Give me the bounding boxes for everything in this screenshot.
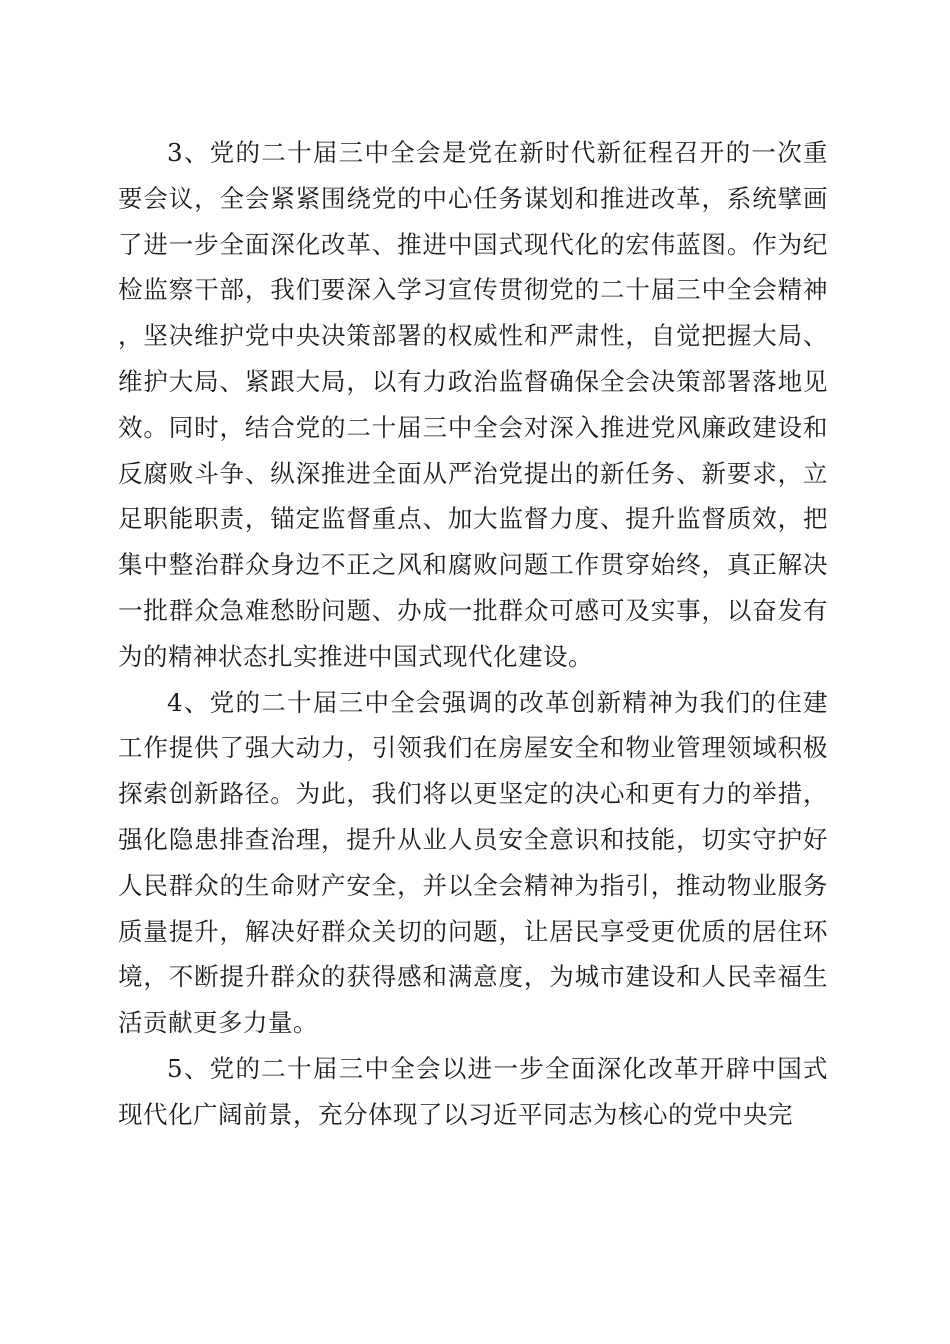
document-body xyxy=(118,130,828,1138)
paragraph-4: 4、党的二十届三中全会强调的改革创新精神为我们的住建工作提供了强大动力，引领我们在房屋安全和物业管理领域积极探索创新路径。为此，我们将以更坚定的决心和更有力的举措，强化隐患排查治理，提升从业人员安全意识和技能，切实守护好人民群众的生命财产安全，并以全会精神为指引，推动物业服务质量提升，解决好群众关切的问题，让居民享受更优质的居住环境，不断提升群众的获得感和满意度，为城市建设和人民幸福生活贡献更多力量。 xyxy=(118,687,828,1038)
paragraph-5: 5、党的二十届三中全会以进一步全面深化改革开辟中国式现代化广阔前景，充分体现了以习近平同志为核心的党中央完 xyxy=(118,1053,828,1129)
paragraph-3: 3、党的二十届三中全会是党在新时代新征程召开的一次重要会议，全会紧紧围绕党的中心任务谋划和推进改革，系统擘画了进一步全面深化改革、推进中国式现代化的宏伟蓝图。作为纪检监察干部，我们要深入学习宣传贯彻党的二十届三中全会精神，坚决维护党中央决策部署的权威性和严肃性，自觉把握大局、维护大局、紧跟大局，以有力政治监督确保全会决策部署落地见效。同时，结合党的二十届三中全会对深入推进党风廉政建设和反腐败斗争、纵深推进全面从严治党提出的新任务、新要求，立足职能职责，锚定监督重点、加大监督力度、提升监督质效，把集中整治群众身边不正之风和腐败问题工作贯穿始终，真正解决一批群众急难愁盼问题、办成一批群众可感可及实事，以奋发有为的精神状态扎实推进中国式现代化建设。 xyxy=(118,138,828,671)
